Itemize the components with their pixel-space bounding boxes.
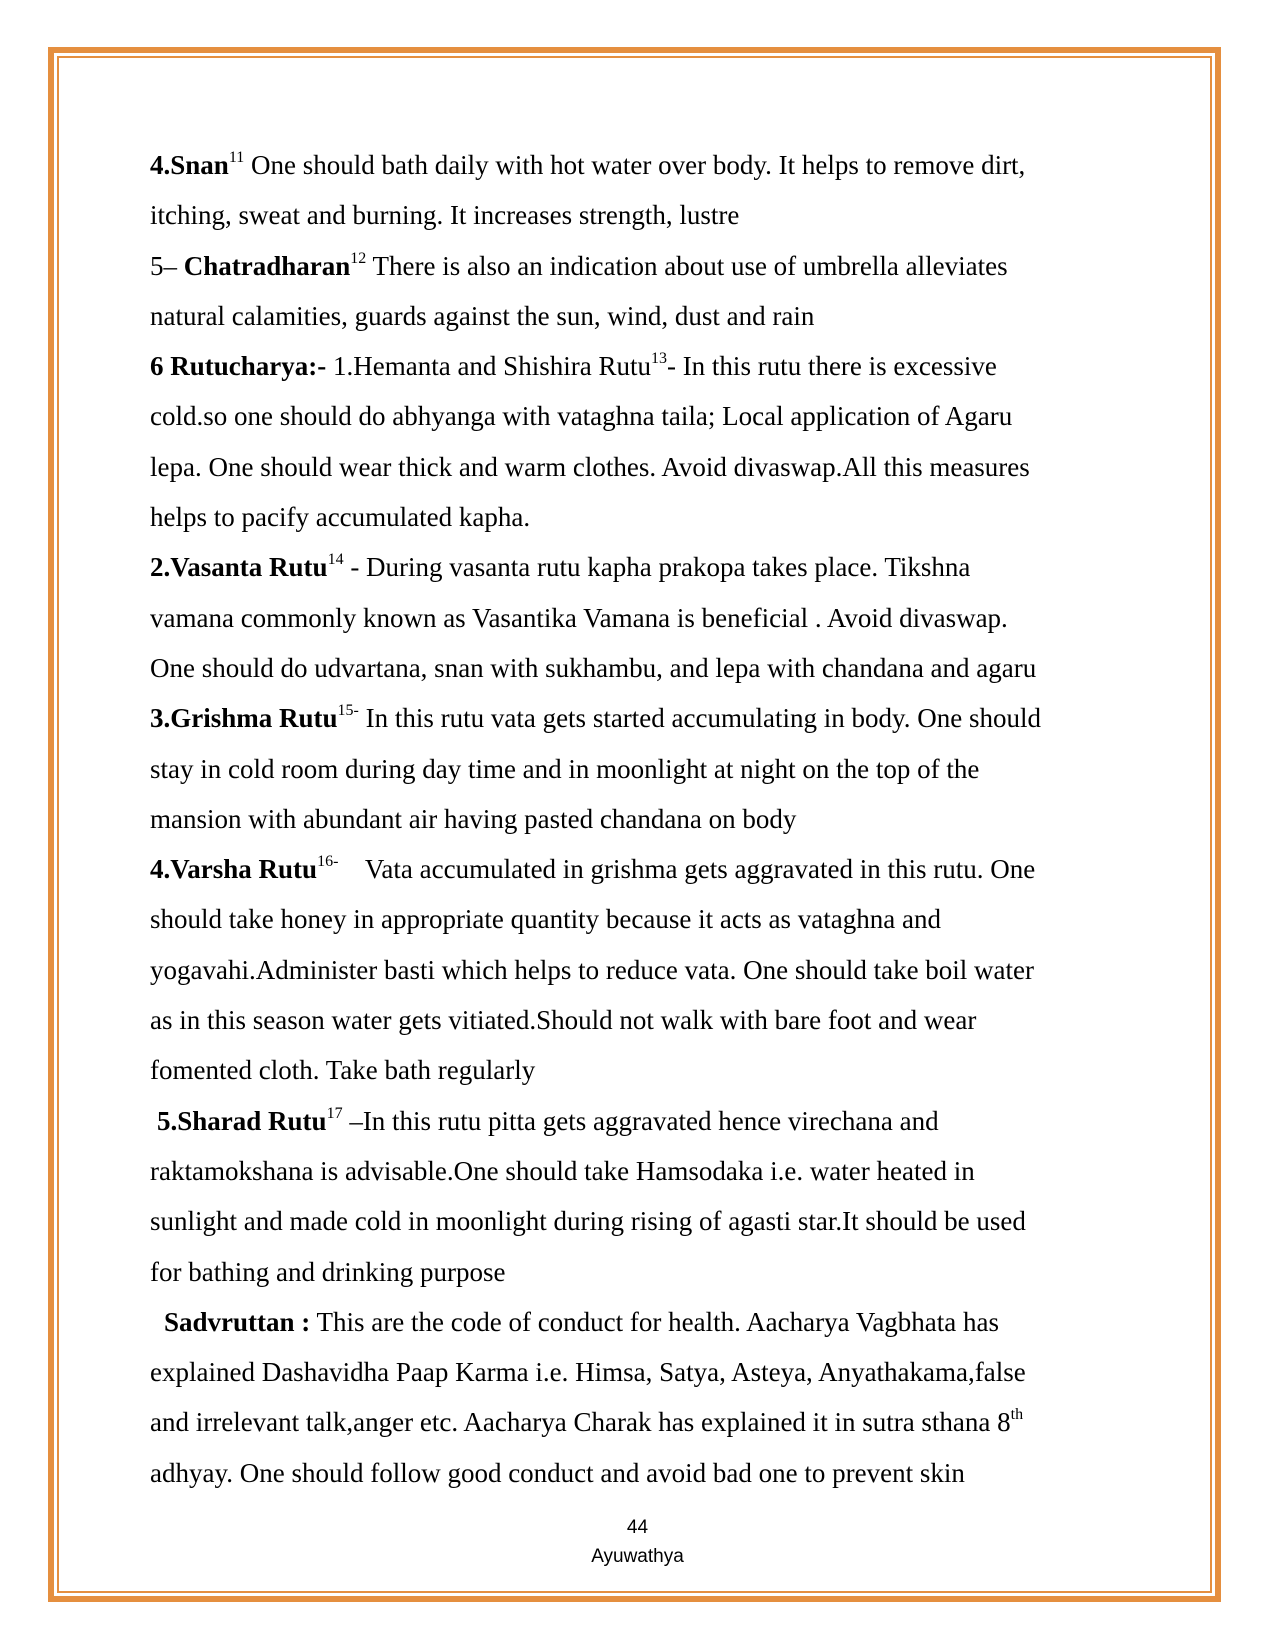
text-line: sunlight and made cold in moonlight during rising of agasti star.It should be used <box>150 1206 1026 1237</box>
text-line: fomented cloth. Take bath regularly <box>150 1055 536 1086</box>
text-line: 3.Grishma Rutu$^{15-}$ In this rutu vata gets started accumulating in body. One should <box>150 702 1041 734</box>
text-line: as in this season water gets vitiated.Should not walk with bare foot and wear <box>150 1005 977 1036</box>
footnote-ref: 15- <box>337 702 359 720</box>
text-line: for bathing and drinking purpose <box>150 1256 506 1287</box>
text-line: yogavahi.Administer basti which helps to reduce vata. One should take boil water <box>150 954 1035 985</box>
text-line: mansion with abundant air having pasted chandana on body <box>150 803 797 834</box>
heading-chatradharan: Chatradharan <box>183 250 351 281</box>
text-line: and irrelevant talk,anger etc. Aacharya Charak has explained it in sutra sthana 8th <box>150 1406 1024 1438</box>
journal-name: Ayuwathya <box>591 1546 684 1567</box>
footnote-ref: 14 <box>327 551 344 569</box>
footnote-ref: 17 <box>326 1104 343 1122</box>
text-line: helps to pacify accumulated kapha. <box>150 502 531 533</box>
heading-sharad-rutu: 5.Sharad Rutu <box>157 1105 327 1136</box>
text-line: lepa. One should wear thick and warm clothes. Avoid divaswap.All this measures <box>150 451 1030 482</box>
text-line: One should do udvartana, snan with sukhambu, and lepa with chandana and agaru <box>150 652 1037 683</box>
text-line: 6 Rutucharya:- 1.Hemanta and Shishira Rutu$^{13}$- In this rutu there is excessive <box>150 350 997 382</box>
text-line: raktamokshana is advisable.One should take Hamsodaka i.e. water heated in <box>150 1155 975 1186</box>
heading-snan: 4.Snan <box>150 150 229 180</box>
superscript-ordinal: th <box>1010 1406 1024 1424</box>
footnote-ref: 13 <box>650 350 667 368</box>
page-body <box>150 140 1130 1498</box>
text-line: 2.Vasanta Rutu$^{14}$ - During vasanta rutu kapha prakopa takes place. Tikshna <box>150 551 971 583</box>
text-line: Sadvruttan : This are the code of conduct for health. Aacharya Vagbhata has <box>164 1306 1000 1337</box>
heading-rutucharya: 6 Rutucharya:- <box>150 351 327 382</box>
text-line: itching, sweat and burning. It increases strength, lustre <box>150 200 740 231</box>
text-line: vamana commonly known as Vasantika Vamana is beneficial . Avoid divaswap. <box>150 602 1008 633</box>
text-line: 5– Chatradharan$^{12}$ There is also an indication about use of umbrella alleviates <box>150 249 1008 281</box>
footnote-ref: 12 <box>350 249 367 267</box>
text-line: 4.Snan$^{11}$ One should bath daily with hot water over body. It helps to remove dirt, <box>150 149 1026 180</box>
text-line: stay in cold room during day time and in moonlight at night on the top of the <box>150 753 980 784</box>
heading-grishma-rutu: 3.Grishma Rutu <box>150 703 338 734</box>
text-line: 5.Sharad Rutu$^{17}$ –In this rutu pitta gets aggravated hence virechana and <box>157 1104 939 1136</box>
heading-varsha-rutu: 4.Varsha Rutu <box>150 854 318 885</box>
footnote-ref: 16- <box>317 853 339 871</box>
page-number: 44 <box>626 1517 649 1538</box>
text-line: adhyay. One should follow good conduct and avoid bad one to prevent skin <box>150 1457 965 1488</box>
heading-sadvruttan: Sadvruttan : <box>164 1306 311 1337</box>
text-line: natural calamities, guards against the sun, wind, dust and rain <box>150 300 815 331</box>
heading-vasanta-rutu: 2.Vasanta Rutu <box>150 552 328 583</box>
text-line: explained Dashavidha Paap Karma i.e. Himsa, Satya, Asteya, Anyathakama,false <box>150 1357 1026 1388</box>
text-line: cold.so one should do abhyanga with vataghna taila; Local application of Agaru <box>150 401 1013 432</box>
footnote-ref: 11 <box>228 149 245 166</box>
text-line: should take honey in appropriate quantity because it acts as vataghna and <box>150 904 941 935</box>
text-line: 4.Varsha Rutu$^{16-}$ Vata accumulated in grishma gets aggravated in this rutu. One <box>150 853 1036 885</box>
